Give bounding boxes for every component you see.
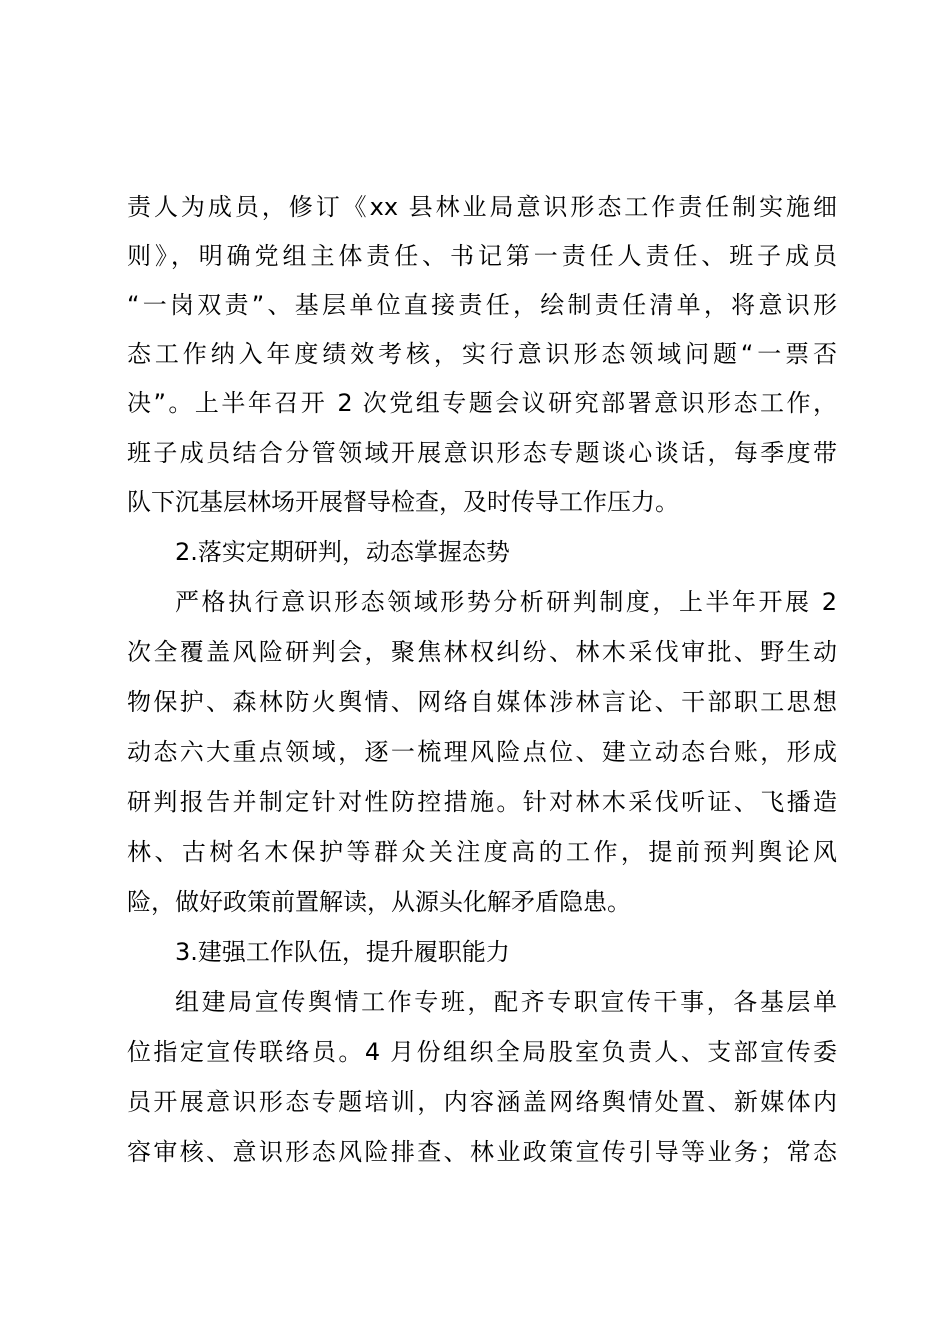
paragraph-line: 责人为成员，修订《xx 县林业局意识形态工作责任制实施细 [127, 193, 837, 221]
paragraph-line: 位指定宣传联络员。4 月份组织全局股室负责人、支部宣传委 [127, 1038, 837, 1066]
paragraph-line: 容审核、意识形态风险排查、林业政策宣传引导等业务；常态 [127, 1138, 837, 1166]
paragraph-line: 则》，明确党组主体责任、书记第一责任人责任、班子成员 [127, 242, 837, 270]
section-heading: 2.落实定期研判，动态掌握态势 [175, 538, 510, 566]
paragraph-line: 物保护、森林防火舆情、网络自媒体涉林言论、干部职工思想 [127, 688, 837, 716]
paragraph-line: 组建局宣传舆情工作专班，配齐专职宣传干事，各基层单 [175, 988, 837, 1016]
paragraph-line: 班子成员结合分管领域开展意识形态专题谈心谈话，每季度带 [127, 439, 837, 467]
paragraph-line: 动态六大重点领域，逐一梳理风险点位、建立动态台账，形成 [127, 738, 837, 766]
paragraph-line: 林、古树名木保护等群众关注度高的工作，提前预判舆论风 [127, 838, 837, 866]
paragraph-line: 次全覆盖风险研判会，聚焦林权纠纷、林木采伐审批、野生动 [127, 638, 837, 666]
paragraph-line: 决”。上半年召开 2 次党组专题会议研究部署意识形态工作， [127, 389, 837, 417]
paragraph-line: 队下沉基层林场开展督导检查，及时传导工作压力。 [127, 488, 679, 516]
section-heading: 3.建强工作队伍，提升履职能力 [175, 938, 510, 966]
paragraph-line: 险，做好政策前置解读，从源头化解矛盾隐患。 [127, 888, 631, 916]
paragraph-line: 研判报告并制定针对性防控措施。针对林木采伐听证、飞播造 [127, 788, 837, 816]
paragraph-line: 严格执行意识形态领域形势分析研判制度，上半年开展 2 [175, 588, 837, 616]
paragraph-line: 员开展意识形态专题培训，内容涵盖网络舆情处置、新媒体内 [127, 1088, 837, 1116]
paragraph-line: 态工作纳入年度绩效考核，实行意识形态领域问题“一票否 [127, 340, 837, 368]
paragraph-line: “一岗双责”、基层单位直接责任，绘制责任清单，将意识形 [127, 291, 837, 319]
